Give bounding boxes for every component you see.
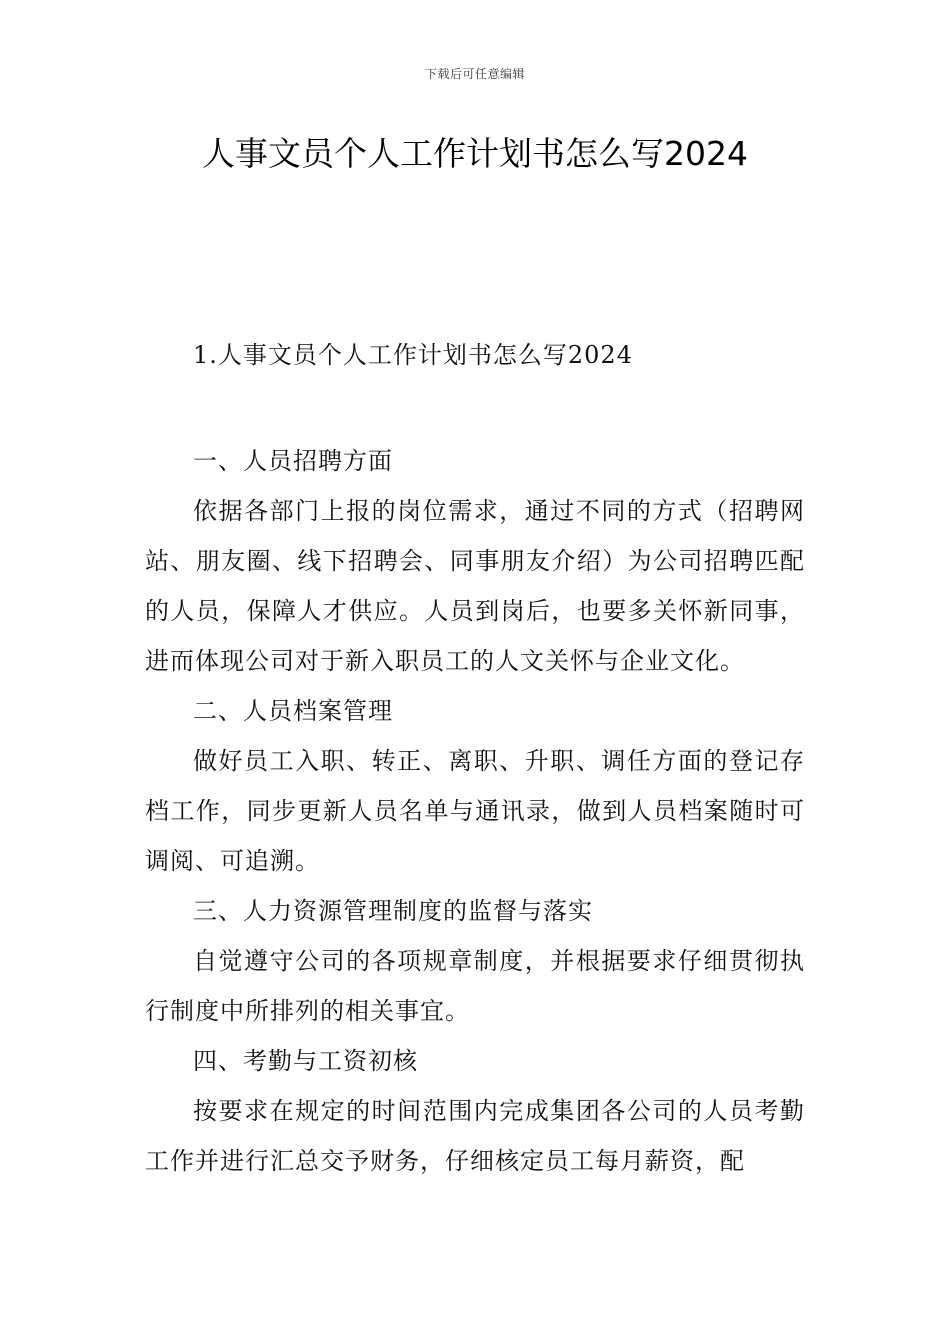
section-heading: 三、人力资源管理制度的监督与落实 xyxy=(193,897,593,925)
section-heading: 一、人员招聘方面 xyxy=(193,447,393,475)
section-paragraph: 自觉遵守公司的各项规章制度，并根据要求仔细贯彻执行制度中所排列的相关事宜。 xyxy=(145,947,805,1025)
section-paragraph: 做好员工入职、转正、离职、升职、调任方面的登记存档工作，同步更新人员名单与通讯录，做到人员档案随时可调阅、可追溯。 xyxy=(145,747,805,875)
section-paragraph: 依据各部门上报的岗位需求，通过不同的方式（招聘网站、朋友圈、线下招聘会、同事朋友介绍）为公司招聘匹配的人员，保障人才供应。人员到岗后，也要多关怀新同事，进而体现公司对于新入职员工的人文关怀与企业文化。 xyxy=(145,497,805,675)
section-heading: 四、考勤与工资初核 xyxy=(193,1047,418,1075)
header-note: 下载后可任意编辑 xyxy=(424,67,525,81)
document-subtitle: 1.人事文员个人工作计划书怎么写2024 xyxy=(193,341,633,369)
document-title: 人事文员个人工作计划书怎么写2024 xyxy=(202,134,748,173)
document-body xyxy=(145,330,805,1186)
section-heading: 二、人员档案管理 xyxy=(193,697,393,725)
section-paragraph: 按要求在规定的时间范围内完成集团各公司的人员考勤工作并进行汇总交予财务，仔细核定员工每月薪资，配 xyxy=(145,1097,805,1175)
